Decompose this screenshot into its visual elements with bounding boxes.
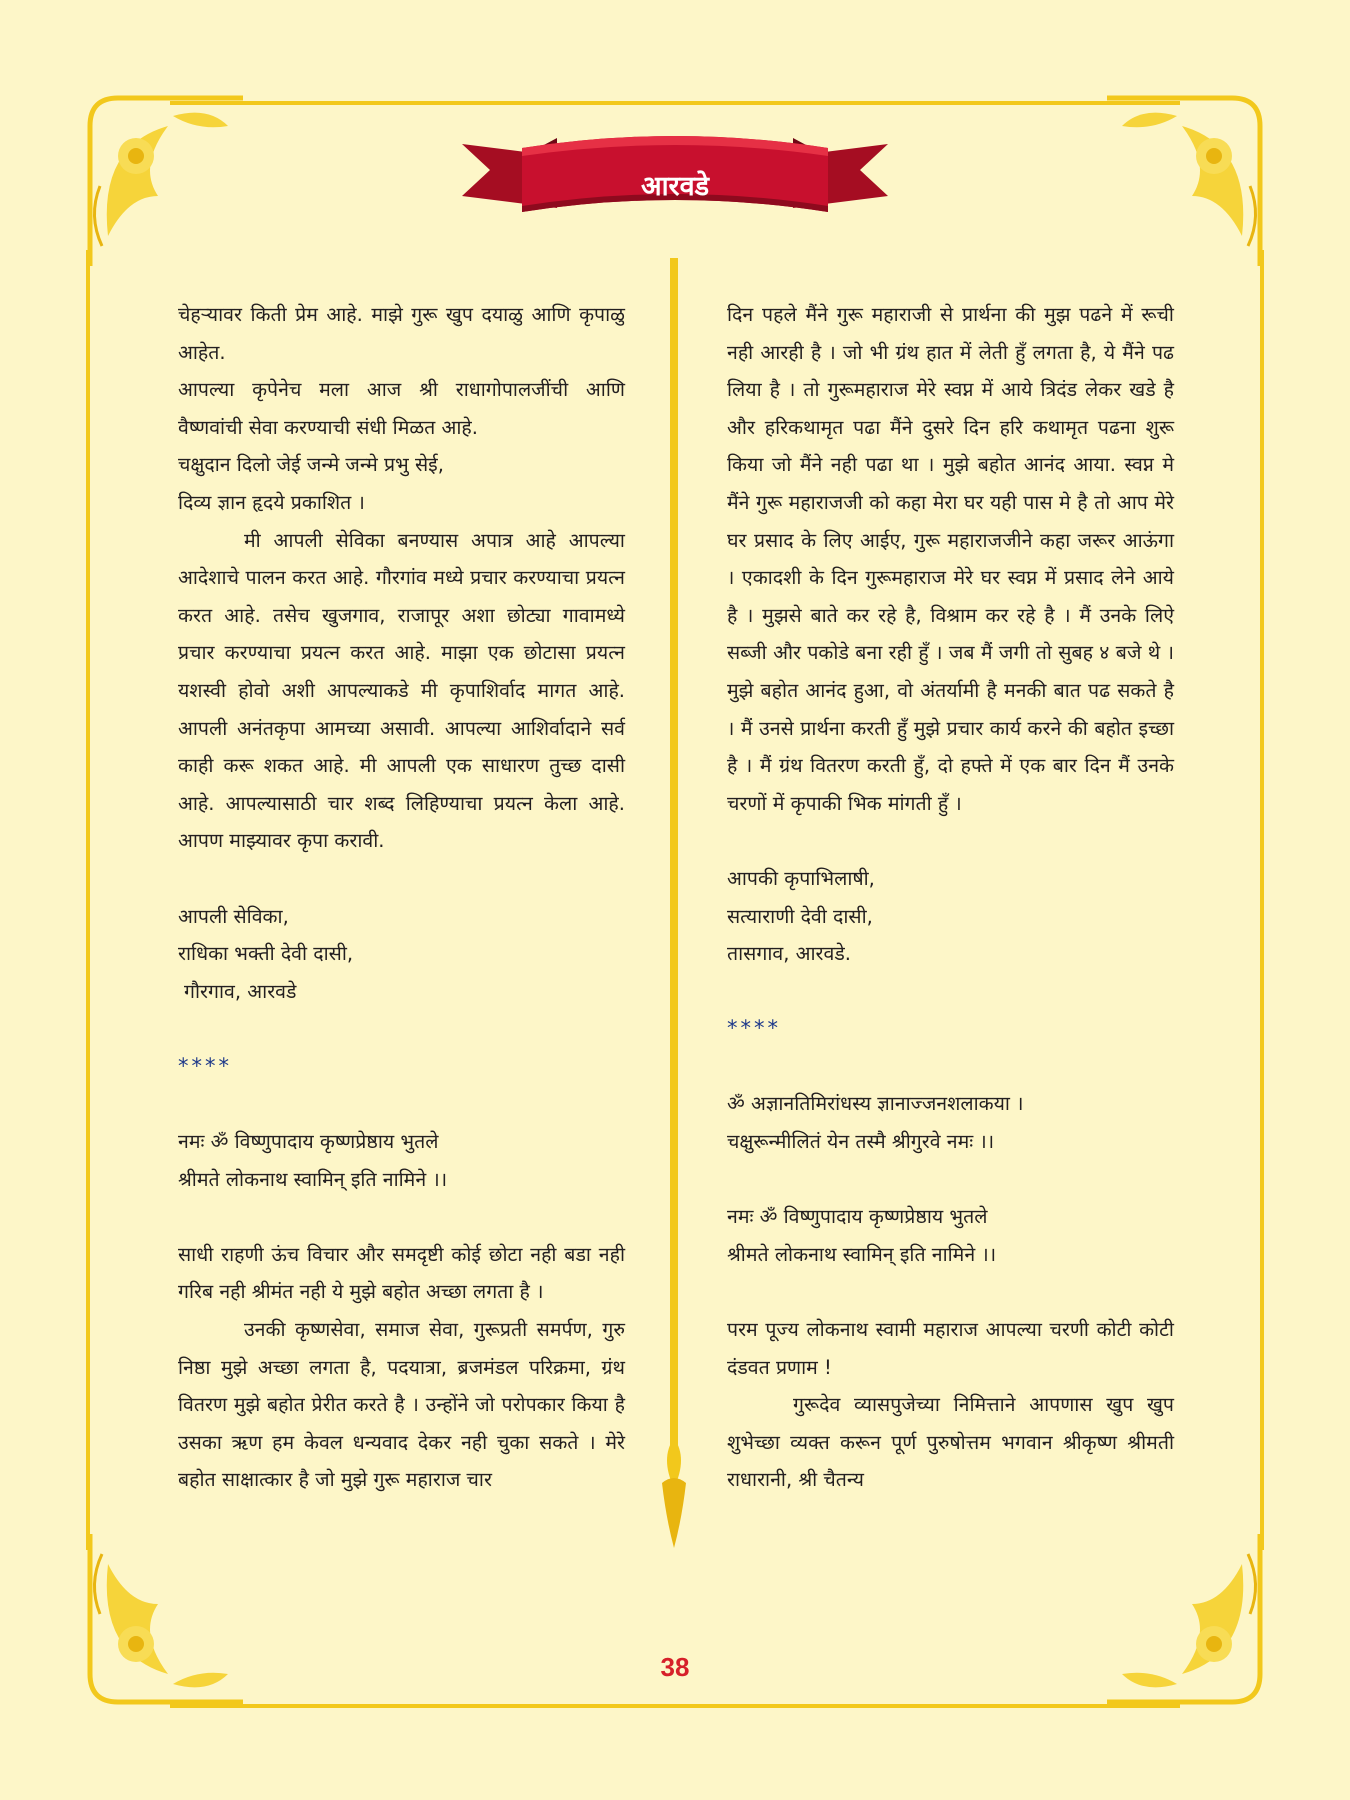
page-number: 38: [660, 1652, 690, 1682]
frame-bottom-line: [170, 1704, 1180, 1708]
left-paragraph-3: मी आपली सेविका बनण्यास अपात्र आहे आपल्या आदेशाचे पालन करत आहे. गौरगांव मध्ये प्रचार करण्याचा प्रयत्न करत आहे. तसेच खुजगाव, राजापूर अशा छोट्या गावामध्ये प्रचार करण्याचा प्रयत्न करत आहे. माझा एक छोटासा प्रयत्न यशस्वी होवो अशी आपल्याकडे मी कृपाशिर्वाद मागत आहे. आपली अनंतकृपा आमच्या असावी. आपल्या आशिर्वादाने सर्व काही करू शकत आहे. मी आपली एक साधारण तुच्छ दासी आहे. आपल्यासाठी चार शब्द लिहिण्याचा प्रयत्न केला आहे. आपण माझ्यावर कृपा करावी.: [178, 528, 625, 853]
left-paragraph-4: साधी राहणी ऊंच विचार और समदृष्टी कोई छोटा नही बडा नही गरिब नही श्रीमंत नही ये मुझे बहोत अच्छा लगता है ।: [178, 1242, 625, 1304]
right-signature-line-1: आपकी कृपाभिलाषी,: [727, 866, 875, 890]
frame-top-line: [170, 101, 1180, 105]
gold-divider-ornament-icon: [658, 258, 690, 1558]
right-verse-2-line-1: नमः ॐ विष्णुपादाय कृष्णप्रेष्ठाय भुतले: [727, 1205, 988, 1229]
right-verse-1-line-1: ॐ अज्ञानतिमिरांधस्य ज्ञानाज्जनशलाकया ।: [727, 1092, 1024, 1116]
left-paragraph-1: चेहऱ्यावर किती प्रेम आहे. माझे गुरू खुप दयाळु आणि कृपाळु आहेत.: [178, 303, 625, 364]
floral-corner-ornament-icon: [78, 86, 248, 276]
right-paragraph-1: दिन पहले मैंने गुरू महाराजी से प्रार्थना की मुझ पढने में रूची नही आरही है । जो भी ग्रंथ हात में लेती हुँ लगता है, ये मैंने पढ लिया है । तो गुरूमहाराज मेरे स्वप्न में आये त्रिदंड लेकर खडे है और हरिकथामृत पढा मैंने दुसरे दिन हरि कथामृत पढना शुरू किया जो मैंने नही पढा था । मुझे बहोत आनंद आया. स्वप्न मे मैंने गुरू महाराजजी को कहा मेरा घर यही पास मे है तो आप मेरे घर प्रसाद के लिए आईए, गुरू महाराजजीने कहा जरूर आऊंगा । एकादशी के दिन गुरूमहाराज मेरे घर स्वप्न में प्रसाद लेने आये है । मुझसे बाते कर रहे है, विश्राम कर रहे है । मैं उनके लिऐ सब्जी और पकोडे बना रही हुँ । जब मैं जगी तो सुबह ४ बजे थे । मुझे बहोत आनंद हुआ, वो अंतर्यामी है मनकी बात पढ सकते है । मैं उनसे प्रार्थना करती हुँ मुझे प्रचार कार्य करने की बहोत इच्छा है । मैं ग्रंथ वितरण करती हुँ, दो हफ्ते में एक बार दिन मैं उनके चरणों में कृपाकी भिक मांगती हुँ ।: [727, 303, 1174, 815]
floral-corner-ornament-icon: [1102, 1524, 1272, 1714]
right-paragraph-2: परम पूज्य लोकनाथ स्वामी महाराज आपल्या चरणी कोटी कोटी दंडवत प्रणाम !: [727, 1318, 1174, 1379]
floral-corner-ornament-icon: [1102, 86, 1272, 276]
right-column: [727, 296, 1174, 1499]
left-signature-line-3: गौरगाव, आरवडे: [184, 979, 297, 1003]
left-signature-line-1: आपली सेविका,: [178, 904, 289, 928]
left-column: [178, 296, 625, 1499]
page-title: आरवडे: [640, 171, 710, 202]
frame-right-line: [1260, 250, 1264, 1550]
left-separator: ****: [178, 1053, 232, 1078]
right-signature-line-3: तासगाव, आरवडे.: [727, 942, 851, 966]
left-verse-2-line-2: श्रीमते लोकनाथ स्वामिन् इति नामिने ।।: [178, 1167, 448, 1191]
left-verse-1-line-1: चक्षुदान दिलो जेई जन्मे जन्मे प्रभु सेई,: [178, 453, 444, 477]
right-paragraph-3: गुरूदेव व्यासपुजेच्या निमित्ताने आपणास खुप खुप शुभेच्छा व्यक्त करून पूर्ण पुरुषोत्तम भगवान श्रीकृष्ण श्रीमती राधारानी, श्री चैतन्य: [727, 1393, 1174, 1492]
right-separator: ****: [727, 1016, 781, 1041]
frame-left-line: [86, 250, 90, 1550]
right-signature-line-2: सत्याराणी देवी दासी,: [727, 904, 873, 928]
right-verse-2-line-2: श्रीमते लोकनाथ स्वामिन् इति नामिने ।।: [727, 1242, 997, 1266]
left-verse-2-line-1: नमः ॐ विष्णुपादाय कृष्णप्रेष्ठाय भुतले: [178, 1130, 439, 1154]
left-verse-1-line-2: दिव्य ज्ञान हृदये प्रकाशित ।: [178, 490, 365, 514]
left-signature-line-2: राधिका भक्ती देवी दासी,: [178, 942, 354, 966]
floral-corner-ornament-icon: [78, 1524, 248, 1714]
right-verse-1-line-2: चक्षुरून्मीलितं येन तस्मै श्रीगुरवे नमः ।।: [727, 1130, 995, 1154]
header-ribbon: [462, 126, 888, 236]
left-paragraph-2: आपल्या कृपेनेच मला आज श्री राधागोपालजींची आणि वैष्णवांची सेवा करण्याची संधी मिळत आहे.: [178, 378, 625, 439]
left-paragraph-5: उनकी कृष्णसेवा, समाज सेवा, गुरूप्रती समर्पण, गुरु निष्ठा मुझे अच्छा लगता है, पदयात्रा, ब्रजमंडल परिक्रमा, ग्रंथ वितरण मुझे बहोत प्रेरीत करते है । उन्होंने जो परोपकार किया है उसका ऋण हम केवल धन्यवाद देकर नही चुका सकते । मेरे बहोत साक्षात्कार है जो मुझे गुरू महाराज चार: [178, 1318, 625, 1492]
